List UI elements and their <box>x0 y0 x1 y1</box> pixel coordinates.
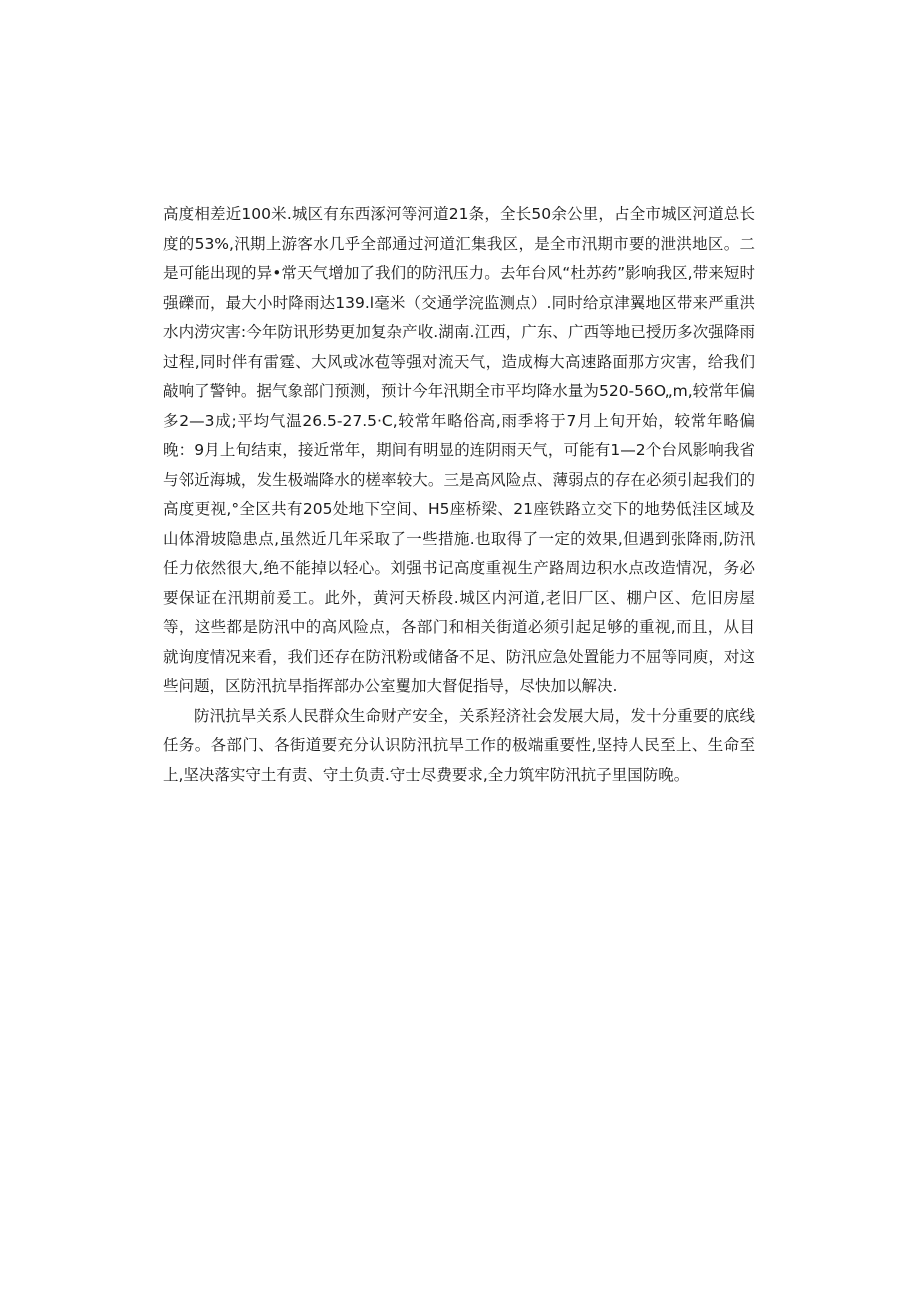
paragraph-1: 高度相差近100米.城区有东西涿河等河道21条，全长50余公里，占全市城区河道总长度的53%,汛期上游客水几乎全部通过河道汇集我区，是全市汛期市要的泄洪地区。二是可能出现的异•常天气增加了我们的防汛压力。去年台风“杜苏药”影响我区,带来短时强礫而，最大小时降雨达139.l毫米（交通学浣监测点）.同时给京津翼地区带来严重洪水内涝灾害:今年防讯形势更加复杂产收.湖南.江西，广东、广西等地已授历多次强降雨过程,同时伴有雷霆、大风或冰苞等强对流天气，造成梅大高速路面那方灾害，给我们敲响了警钟。据气象部门预测，预计今年汛期全市平均降水量为520-56O„m,较常年偏多2—3成;平均气温26.5-27.5·C,较常年略俗高,雨季将于7月上旬开始，较常年略偏晚：9月上旬结束，接近常年，期间有明显的连阴雨天气，可能有1—2个台风影响我省与邻近海城，发生极端降水的槎率较大。三是高风险点、薄弱点的存在必须引起我们的高度更视,°全区共有205处地下空间、H5座桥梁、21座铁路立交下的地势低洼区域及山体滑坡隐患点,虽然近几年采取了一些措施.也取得了一定的效果,但遇到张降雨,防汛任力依然很大,绝不能掉以轻心。刘强书记高度重视生产路周边积水点改造情况，务必要保证在汛期前爰工。此外，黄河天桥段.城区内河道,老旧厂区、棚户区、危旧房屋等，这些都是防汛中的高风险点，各部门和相关街道必须引起足够的重视,而且，从目就询度情况来看，我们还存在防汛粉或储备不足、防汛应急处置能力不屈等同庾，对这些问题，区防汛抗旱指挥部办公室矍加大督促指导，尽快加以解决. <box>163 205 755 695</box>
paragraph-2: 防汛抗旱关系人民群众生命财产安全，关系羟济社会发展大局，发十分重要的底线任务。各部门、各街道要充分认识防汛抗旱工作的极端重要性,坚持人民至上、生命至上,坚决落实守土有责、守土负责.守士尽费要求,全力筑牢防汛抗子里国防晚。 <box>163 706 755 784</box>
body-text <box>163 200 755 790</box>
